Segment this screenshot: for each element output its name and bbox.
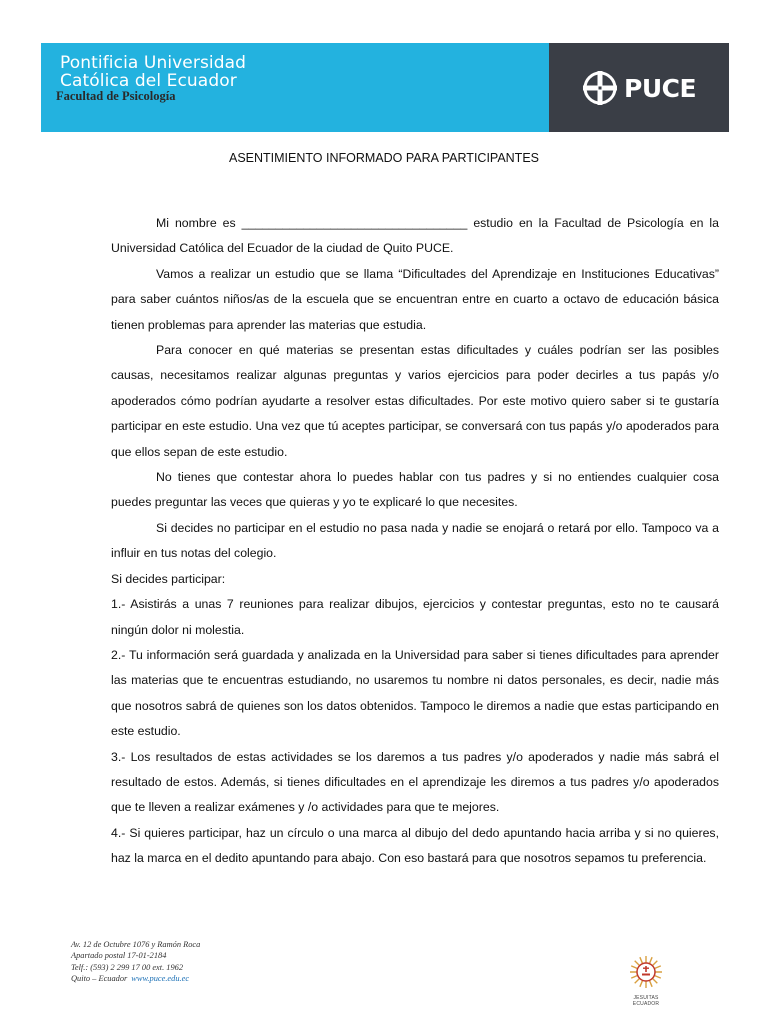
letterhead <box>41 43 729 132</box>
letterhead-band-left <box>41 43 549 132</box>
footer-phone: Telf.: (593) 2 299 17 00 ext. 1962 <box>71 962 184 972</box>
body-paragraph: 1.- Asistirás a unas 7 reuniones para realizar dibujos, ejercicios y contestar preguntas, esto no te causará ningún dolor ni molestia. <box>111 597 719 637</box>
jesuit-seal <box>620 955 672 1007</box>
footer-website-link[interactable]: www.puce.edu.ec <box>131 973 190 983</box>
footer-address-block <box>71 939 200 984</box>
body-paragraph: No tienes que contestar ahora lo puedes hablar con tus padres y si no entiendes cualquier cosa puedes preguntar las veces que quieras y yo te explicaré lo que necesites. <box>111 470 719 510</box>
document-title: ASENTIMIENTO INFORMADO PARA PARTICIPANTES <box>229 151 539 165</box>
body-paragraph: Vamos a realizar un estudio que se llama “Dificultades del Aprendizaje en Instituciones Educativas” para saber cuántos niños/as de la escuela que se encuentran entre en cuarto a octavo de educación básica tienen problemas para aprender las materias que estudia. <box>111 266 719 332</box>
body-paragraph: 2.- Tu información será guardada y analizada en la Universidad para saber si tienes dificultades para aprender las materias que te encuentras estudiando, no usaremos tu nombre ni datos personales, es decir, nadie más que nosotros sabrá de quienes son los datos obtenidos. Tampoco le diremos a nadie que estas participando en este estudio. <box>111 647 719 739</box>
puce-logo <box>581 69 696 107</box>
letterhead-band-right <box>549 43 729 132</box>
seal-caption: JESUITAS ECUADOR <box>632 995 660 1007</box>
body-paragraph: Mi nombre es _________________________________ estudio en la Facultad de Psicología en la Universidad Católica del Ecuador de la ciudad de Quito PUCE. <box>111 216 719 256</box>
university-name-line1: Pontificia Universidad <box>60 53 247 73</box>
jesuit-seal-icon <box>629 955 663 989</box>
body-paragraph: 4.- Si quieres participar, haz un círculo o una marca al dibujo del dedo apuntando hacia arriba y si no quieres, haz la marca en el dedito apuntando para abajo. Con eso bastará para que nosotros sepamos tu preferencia. <box>111 825 719 866</box>
footer-po-box: Apartado postal 17-01-2184 <box>71 951 167 961</box>
document-body <box>111 211 719 872</box>
university-name-line2: Católica del Ecuador <box>60 71 237 91</box>
footer-city-line <box>71 973 200 984</box>
logo-text: PUCE <box>624 73 697 103</box>
body-paragraph: 3.- Los resultados de estas actividades se los daremos a tus padres y/o apoderados y nadie más sabrá el resultado de estos. Además, si tienes dificultades en el aprendizaje les diremos a tus padres y/o apoderados que te lleven a realizar exámenes y /o actividades para que te mejores. <box>111 749 719 815</box>
faculty-name: Facultad de Psicología <box>56 89 176 103</box>
body-paragraph: Para conocer en qué materias se presentan estas dificultades y cuáles podrían ser las posibles causas, necesitamos realizar algunas preguntas y varios ejercicios para poder decirles a tus papás y/o apoderados cómo podrían ayudarte a resolver estas dificultades. Por este motivo quiero saber si te gustaría participar en este estudio. Una vez que tú aceptes participar, se conversará con tus papás y/o apoderados para que ellos sepan de este estudio. <box>111 343 719 459</box>
footer-address: Av. 12 de Octubre 1076 y Ramón Roca <box>71 940 201 949</box>
body-paragraph: Si decides no participar en el estudio no pasa nada y nadie se enojará o retará por ello. Tampoco va a influir en tus notas del colegio. <box>111 520 719 561</box>
puce-cross-icon <box>581 69 619 107</box>
body-paragraph: Si decides participar: <box>111 571 226 586</box>
footer-city: Quito – Ecuador <box>71 973 128 983</box>
